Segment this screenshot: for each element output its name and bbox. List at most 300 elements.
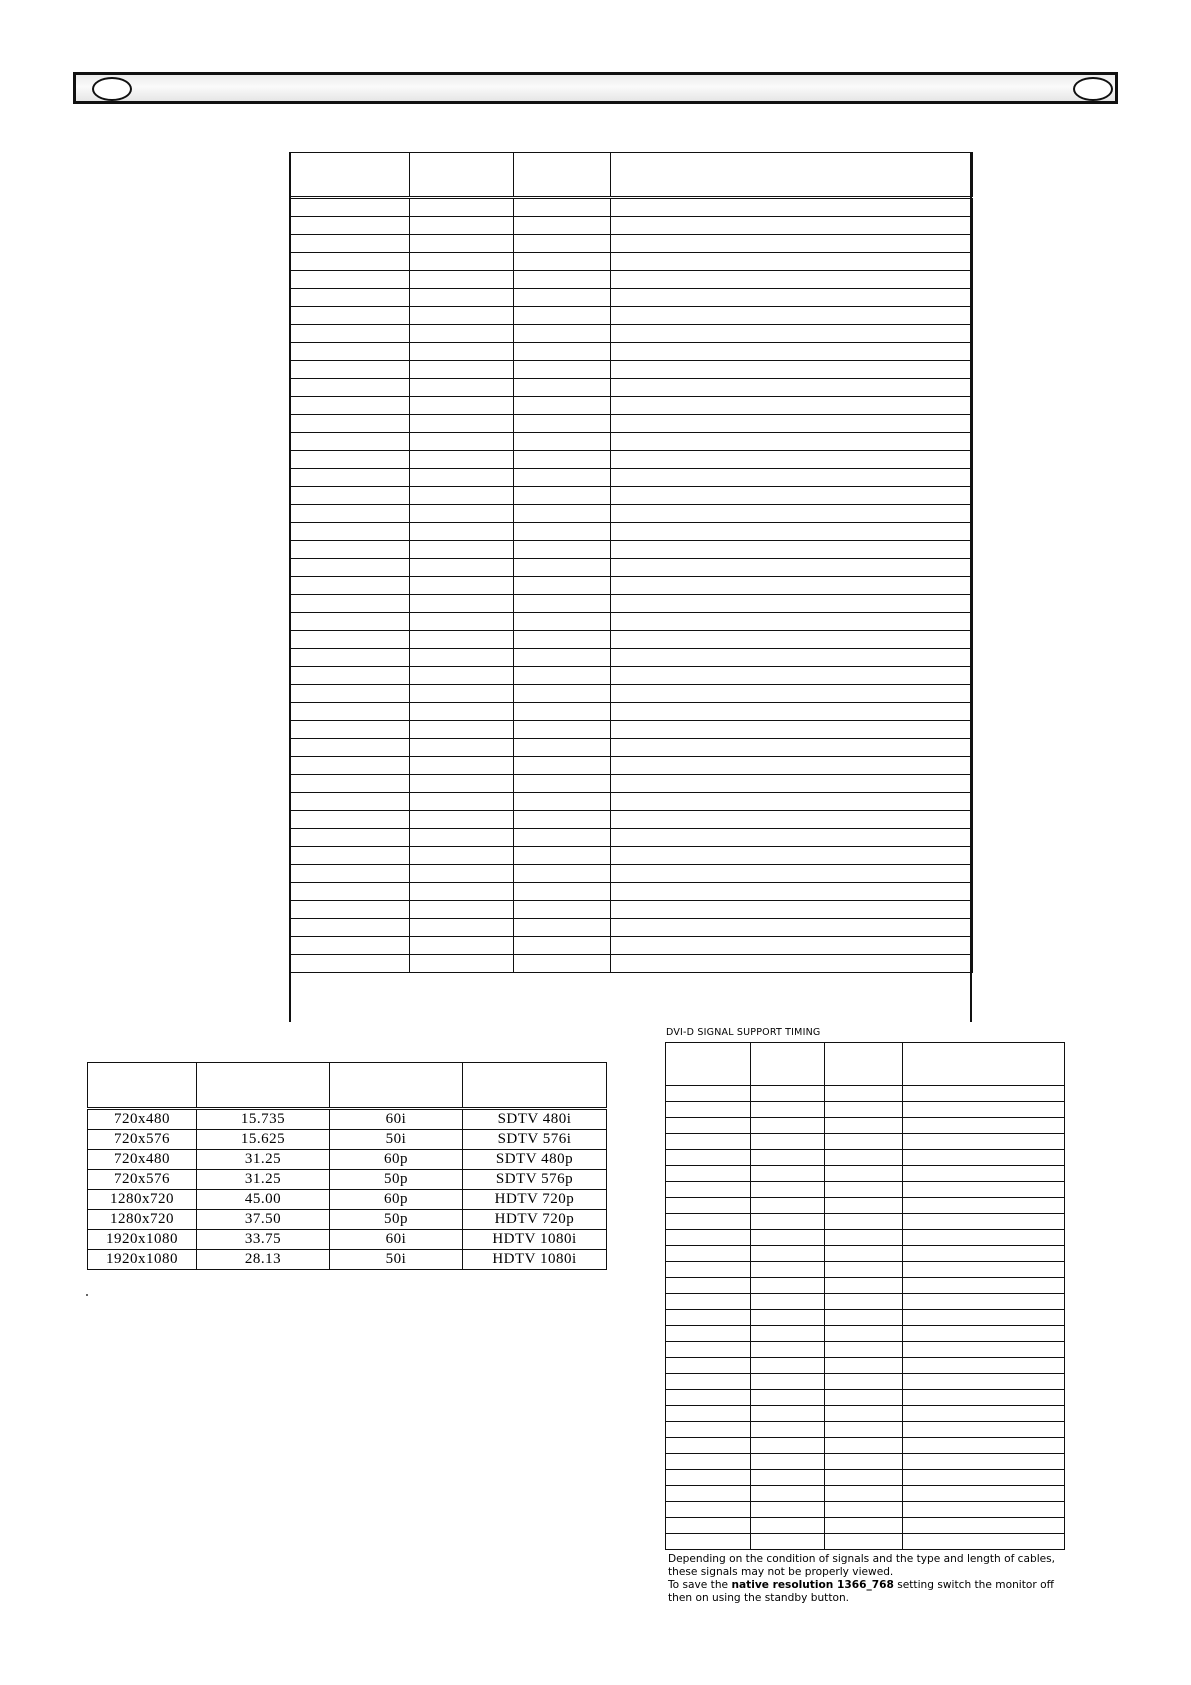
table-row (666, 1486, 1065, 1502)
empty-cell (514, 198, 611, 217)
empty-cell (666, 1310, 751, 1326)
empty-cell (611, 667, 973, 685)
empty-cell (514, 775, 611, 793)
table-row (290, 361, 973, 379)
h-freq-cell: 15.625 (197, 1130, 330, 1150)
empty-cell (825, 1342, 903, 1358)
empty-cell (290, 253, 410, 271)
empty-cell (410, 505, 514, 523)
empty-cell (666, 1294, 751, 1310)
empty-cell (825, 1310, 903, 1326)
empty-cell (514, 343, 611, 361)
table-row (290, 829, 973, 847)
table-row (290, 721, 973, 739)
empty-cell (825, 1118, 903, 1134)
table-row (290, 271, 973, 289)
empty-cell (903, 1230, 1065, 1246)
table-row (290, 451, 973, 469)
empty-cell (514, 703, 611, 721)
empty-cell (751, 1534, 825, 1550)
empty-cell (611, 685, 973, 703)
empty-cell (903, 1486, 1065, 1502)
table-row (290, 793, 973, 811)
empty-cell (514, 919, 611, 937)
empty-cell (514, 235, 611, 253)
empty-cell (666, 1390, 751, 1406)
empty-cell (611, 325, 973, 343)
h-freq-cell: 37.50 (197, 1210, 330, 1230)
standard-cell: HDTV 1080i (463, 1250, 607, 1270)
empty-cell (666, 1166, 751, 1182)
empty-cell (611, 523, 973, 541)
note-line-2-post: setting switch the monitor off then on using the standby button. (668, 1579, 1054, 1604)
standard-cell: SDTV 576i (463, 1130, 607, 1150)
empty-cell (903, 1374, 1065, 1390)
table-row (290, 289, 973, 307)
empty-cell (514, 577, 611, 595)
empty-cell (514, 811, 611, 829)
empty-cell (410, 541, 514, 559)
empty-cell (903, 1310, 1065, 1326)
empty-cell (290, 469, 410, 487)
empty-cell (611, 541, 973, 559)
empty-cell (514, 901, 611, 919)
empty-cell (410, 235, 514, 253)
empty-cell (514, 433, 611, 451)
empty-cell (410, 955, 514, 973)
empty-cell (410, 217, 514, 235)
empty-cell (903, 1518, 1065, 1534)
empty-cell (903, 1262, 1065, 1278)
empty-cell (666, 1358, 751, 1374)
empty-cell (514, 595, 611, 613)
empty-cell (611, 739, 973, 757)
table-row (666, 1342, 1065, 1358)
empty-cell (611, 415, 973, 433)
empty-cell (514, 631, 611, 649)
empty-cell (410, 433, 514, 451)
table-row (88, 1250, 607, 1270)
empty-cell (751, 1502, 825, 1518)
empty-cell (825, 1230, 903, 1246)
table-row (290, 739, 973, 757)
empty-cell (611, 505, 973, 523)
table-row (290, 901, 973, 919)
empty-cell (825, 1102, 903, 1118)
empty-cell (410, 703, 514, 721)
empty-cell (903, 1086, 1065, 1102)
empty-cell (903, 1406, 1065, 1422)
empty-cell (290, 667, 410, 685)
empty-cell (751, 1454, 825, 1470)
table-row (290, 379, 973, 397)
table-row (666, 1406, 1065, 1422)
empty-cell (611, 361, 973, 379)
signal-note (668, 1553, 1068, 1605)
native-resolution-text: native resolution 1366_768 (731, 1579, 894, 1591)
empty-cell (903, 1422, 1065, 1438)
empty-cell (751, 1134, 825, 1150)
empty-cell (611, 847, 973, 865)
table-row (290, 217, 973, 235)
empty-cell (514, 217, 611, 235)
empty-cell (410, 595, 514, 613)
empty-cell (410, 253, 514, 271)
dvi-table-title: DVI-D SIGNAL SUPPORT TIMING (666, 1027, 821, 1038)
empty-cell (410, 685, 514, 703)
standard-cell: HDTV 720p (463, 1210, 607, 1230)
empty-cell (410, 198, 514, 217)
empty-cell (825, 1438, 903, 1454)
note-line-2-pre: To save the (668, 1579, 732, 1591)
empty-cell (611, 379, 973, 397)
empty-cell (666, 1182, 751, 1198)
empty-cell (666, 1406, 751, 1422)
empty-cell (611, 253, 973, 271)
empty-cell (290, 198, 410, 217)
empty-cell (825, 1086, 903, 1102)
empty-cell (290, 685, 410, 703)
empty-cell (666, 1134, 751, 1150)
empty-cell (514, 487, 611, 505)
empty-cell (666, 1486, 751, 1502)
table-row (666, 1518, 1065, 1534)
empty-cell (903, 1246, 1065, 1262)
empty-cell (410, 649, 514, 667)
empty-cell (611, 811, 973, 829)
empty-cell (410, 343, 514, 361)
empty-cell (825, 1182, 903, 1198)
empty-cell (611, 469, 973, 487)
table-header-row (666, 1043, 1065, 1086)
empty-cell (903, 1534, 1065, 1550)
empty-cell (514, 325, 611, 343)
empty-cell (751, 1198, 825, 1214)
empty-cell (611, 217, 973, 235)
table-row (290, 919, 973, 937)
empty-cell (514, 451, 611, 469)
table-row (290, 703, 973, 721)
empty-cell (611, 451, 973, 469)
empty-cell (751, 1358, 825, 1374)
empty-cell (410, 721, 514, 739)
empty-cell (611, 235, 973, 253)
h-freq-cell: 15.735 (197, 1109, 330, 1130)
empty-cell (903, 1470, 1065, 1486)
empty-cell (825, 1262, 903, 1278)
table-row (88, 1230, 607, 1250)
empty-cell (611, 559, 973, 577)
empty-cell (410, 379, 514, 397)
note-line-1: Depending on the condition of signals and the type and length of cables, these signals may not be properly viewed. (668, 1553, 1056, 1578)
v-freq-cell: 60i (330, 1230, 463, 1250)
empty-cell (290, 361, 410, 379)
empty-cell (903, 1214, 1065, 1230)
empty-cell (751, 1118, 825, 1134)
empty-cell (290, 559, 410, 577)
table-row (290, 667, 973, 685)
empty-cell (903, 1326, 1065, 1342)
table-row (666, 1502, 1065, 1518)
empty-cell (514, 505, 611, 523)
table-row (666, 1182, 1065, 1198)
table-row (290, 757, 973, 775)
empty-cell (903, 1102, 1065, 1118)
component-signal-table (87, 1062, 607, 1270)
table-row (666, 1454, 1065, 1470)
table-row (666, 1422, 1065, 1438)
empty-cell (611, 289, 973, 307)
empty-cell (290, 289, 410, 307)
empty-cell (611, 487, 973, 505)
table-row (290, 613, 973, 631)
empty-cell (290, 883, 410, 901)
empty-cell (290, 829, 410, 847)
table-row (290, 811, 973, 829)
table-row (88, 1170, 607, 1190)
table-row (290, 505, 973, 523)
empty-cell (290, 811, 410, 829)
table-row (290, 487, 973, 505)
empty-cell (611, 649, 973, 667)
empty-cell (514, 361, 611, 379)
empty-cell (290, 865, 410, 883)
table-row (290, 685, 973, 703)
empty-cell (514, 685, 611, 703)
empty-cell (903, 1198, 1065, 1214)
table-row (666, 1086, 1065, 1102)
empty-cell (825, 1326, 903, 1342)
empty-cell (825, 1294, 903, 1310)
empty-cell (410, 559, 514, 577)
empty-cell (410, 451, 514, 469)
table-row (666, 1246, 1065, 1262)
empty-cell (666, 1102, 751, 1118)
resolution-cell: 1280x720 (88, 1190, 197, 1210)
empty-cell (751, 1278, 825, 1294)
h-freq-cell: 31.25 (197, 1150, 330, 1170)
empty-cell (611, 703, 973, 721)
table-row (88, 1150, 607, 1170)
empty-cell (903, 1390, 1065, 1406)
empty-cell (410, 361, 514, 379)
empty-cell (903, 1454, 1065, 1470)
empty-cell (751, 1166, 825, 1182)
h-freq-cell: 45.00 (197, 1190, 330, 1210)
empty-cell (611, 937, 973, 955)
empty-cell (751, 1310, 825, 1326)
resolution-cell: 1920x1080 (88, 1230, 197, 1250)
table-row (88, 1210, 607, 1230)
empty-cell (290, 649, 410, 667)
empty-cell (611, 595, 973, 613)
empty-cell (514, 955, 611, 973)
empty-cell (666, 1534, 751, 1550)
empty-cell (751, 1086, 825, 1102)
empty-cell (514, 937, 611, 955)
empty-cell (666, 1502, 751, 1518)
empty-cell (825, 1534, 903, 1550)
empty-cell (410, 793, 514, 811)
empty-cell (410, 487, 514, 505)
table-header-row (88, 1063, 607, 1109)
empty-cell (290, 397, 410, 415)
pc-signal-timing-table (289, 152, 973, 973)
empty-cell (751, 1470, 825, 1486)
empty-cell (825, 1358, 903, 1374)
table-row (290, 235, 973, 253)
empty-cell (611, 433, 973, 451)
table-row (666, 1326, 1065, 1342)
page-number-badge-right (1073, 77, 1113, 101)
empty-cell (751, 1214, 825, 1230)
page-header-bar (73, 72, 1118, 104)
empty-cell (666, 1262, 751, 1278)
table-row (290, 343, 973, 361)
empty-cell (290, 217, 410, 235)
standard-cell: SDTV 576p (463, 1170, 607, 1190)
empty-cell (611, 757, 973, 775)
empty-cell (825, 1214, 903, 1230)
table-row (290, 198, 973, 217)
empty-cell (825, 1150, 903, 1166)
resolution-cell: 1280x720 (88, 1210, 197, 1230)
empty-cell (751, 1438, 825, 1454)
empty-cell (290, 235, 410, 253)
h-freq-cell: 28.13 (197, 1250, 330, 1270)
empty-cell (903, 1150, 1065, 1166)
empty-cell (666, 1326, 751, 1342)
note-line-2 (668, 1579, 1068, 1605)
empty-cell (514, 865, 611, 883)
empty-cell (514, 829, 611, 847)
empty-cell (410, 829, 514, 847)
empty-cell (903, 1358, 1065, 1374)
standard-cell: SDTV 480i (463, 1109, 607, 1130)
empty-cell (410, 289, 514, 307)
table-row (290, 415, 973, 433)
empty-cell (825, 1454, 903, 1470)
empty-cell (290, 793, 410, 811)
empty-cell (290, 955, 410, 973)
empty-cell (514, 649, 611, 667)
table-row (290, 253, 973, 271)
empty-cell (903, 1166, 1065, 1182)
table-row (666, 1230, 1065, 1246)
empty-cell (514, 721, 611, 739)
empty-cell (410, 901, 514, 919)
table-row (666, 1390, 1065, 1406)
table-row (290, 541, 973, 559)
empty-cell (514, 847, 611, 865)
empty-cell (290, 523, 410, 541)
v-freq-cell: 50p (330, 1170, 463, 1190)
empty-cell (290, 757, 410, 775)
resolution-cell: 720x480 (88, 1150, 197, 1170)
empty-cell (666, 1230, 751, 1246)
table-row (290, 775, 973, 793)
empty-cell (666, 1278, 751, 1294)
empty-cell (903, 1502, 1065, 1518)
empty-cell (290, 343, 410, 361)
empty-cell (903, 1278, 1065, 1294)
empty-cell (903, 1438, 1065, 1454)
empty-cell (611, 793, 973, 811)
empty-cell (410, 577, 514, 595)
table-row (290, 937, 973, 955)
empty-cell (290, 325, 410, 343)
empty-cell (611, 883, 973, 901)
empty-cell (410, 307, 514, 325)
empty-cell (825, 1198, 903, 1214)
v-freq-cell: 50p (330, 1210, 463, 1230)
standard-cell: HDTV 1080i (463, 1230, 607, 1250)
resolution-cell: 720x480 (88, 1109, 197, 1130)
empty-cell (290, 937, 410, 955)
table-row (88, 1190, 607, 1210)
empty-cell (825, 1406, 903, 1422)
table-row (666, 1262, 1065, 1278)
empty-cell (903, 1294, 1065, 1310)
table-row (666, 1534, 1065, 1550)
table-row (290, 523, 973, 541)
empty-cell (611, 613, 973, 631)
empty-cell (410, 865, 514, 883)
v-freq-cell: 50i (330, 1130, 463, 1150)
table-header-row (290, 153, 973, 198)
empty-cell (666, 1438, 751, 1454)
empty-cell (514, 397, 611, 415)
empty-cell (290, 271, 410, 289)
h-freq-cell: 31.25 (197, 1170, 330, 1190)
empty-cell (290, 721, 410, 739)
empty-cell (410, 847, 514, 865)
table-row (666, 1214, 1065, 1230)
empty-cell (410, 415, 514, 433)
empty-cell (611, 343, 973, 361)
empty-cell (514, 667, 611, 685)
empty-cell (410, 937, 514, 955)
empty-cell (751, 1486, 825, 1502)
empty-cell (825, 1246, 903, 1262)
table-row (290, 577, 973, 595)
empty-cell (514, 739, 611, 757)
table-row (290, 883, 973, 901)
v-freq-cell: 60p (330, 1190, 463, 1210)
table-row (666, 1470, 1065, 1486)
empty-cell (666, 1150, 751, 1166)
empty-cell (666, 1454, 751, 1470)
empty-cell (666, 1422, 751, 1438)
table-row (666, 1438, 1065, 1454)
empty-cell (611, 307, 973, 325)
empty-cell (751, 1406, 825, 1422)
empty-cell (751, 1262, 825, 1278)
resolution-cell: 1920x1080 (88, 1250, 197, 1270)
empty-cell (666, 1198, 751, 1214)
empty-cell (514, 469, 611, 487)
table-row (290, 847, 973, 865)
empty-cell (514, 757, 611, 775)
empty-cell (611, 198, 973, 217)
standard-cell: HDTV 720p (463, 1190, 607, 1210)
table-row (290, 433, 973, 451)
table-row (290, 649, 973, 667)
empty-cell (666, 1118, 751, 1134)
table-row (290, 955, 973, 973)
empty-cell (611, 901, 973, 919)
v-freq-cell: 60i (330, 1109, 463, 1130)
